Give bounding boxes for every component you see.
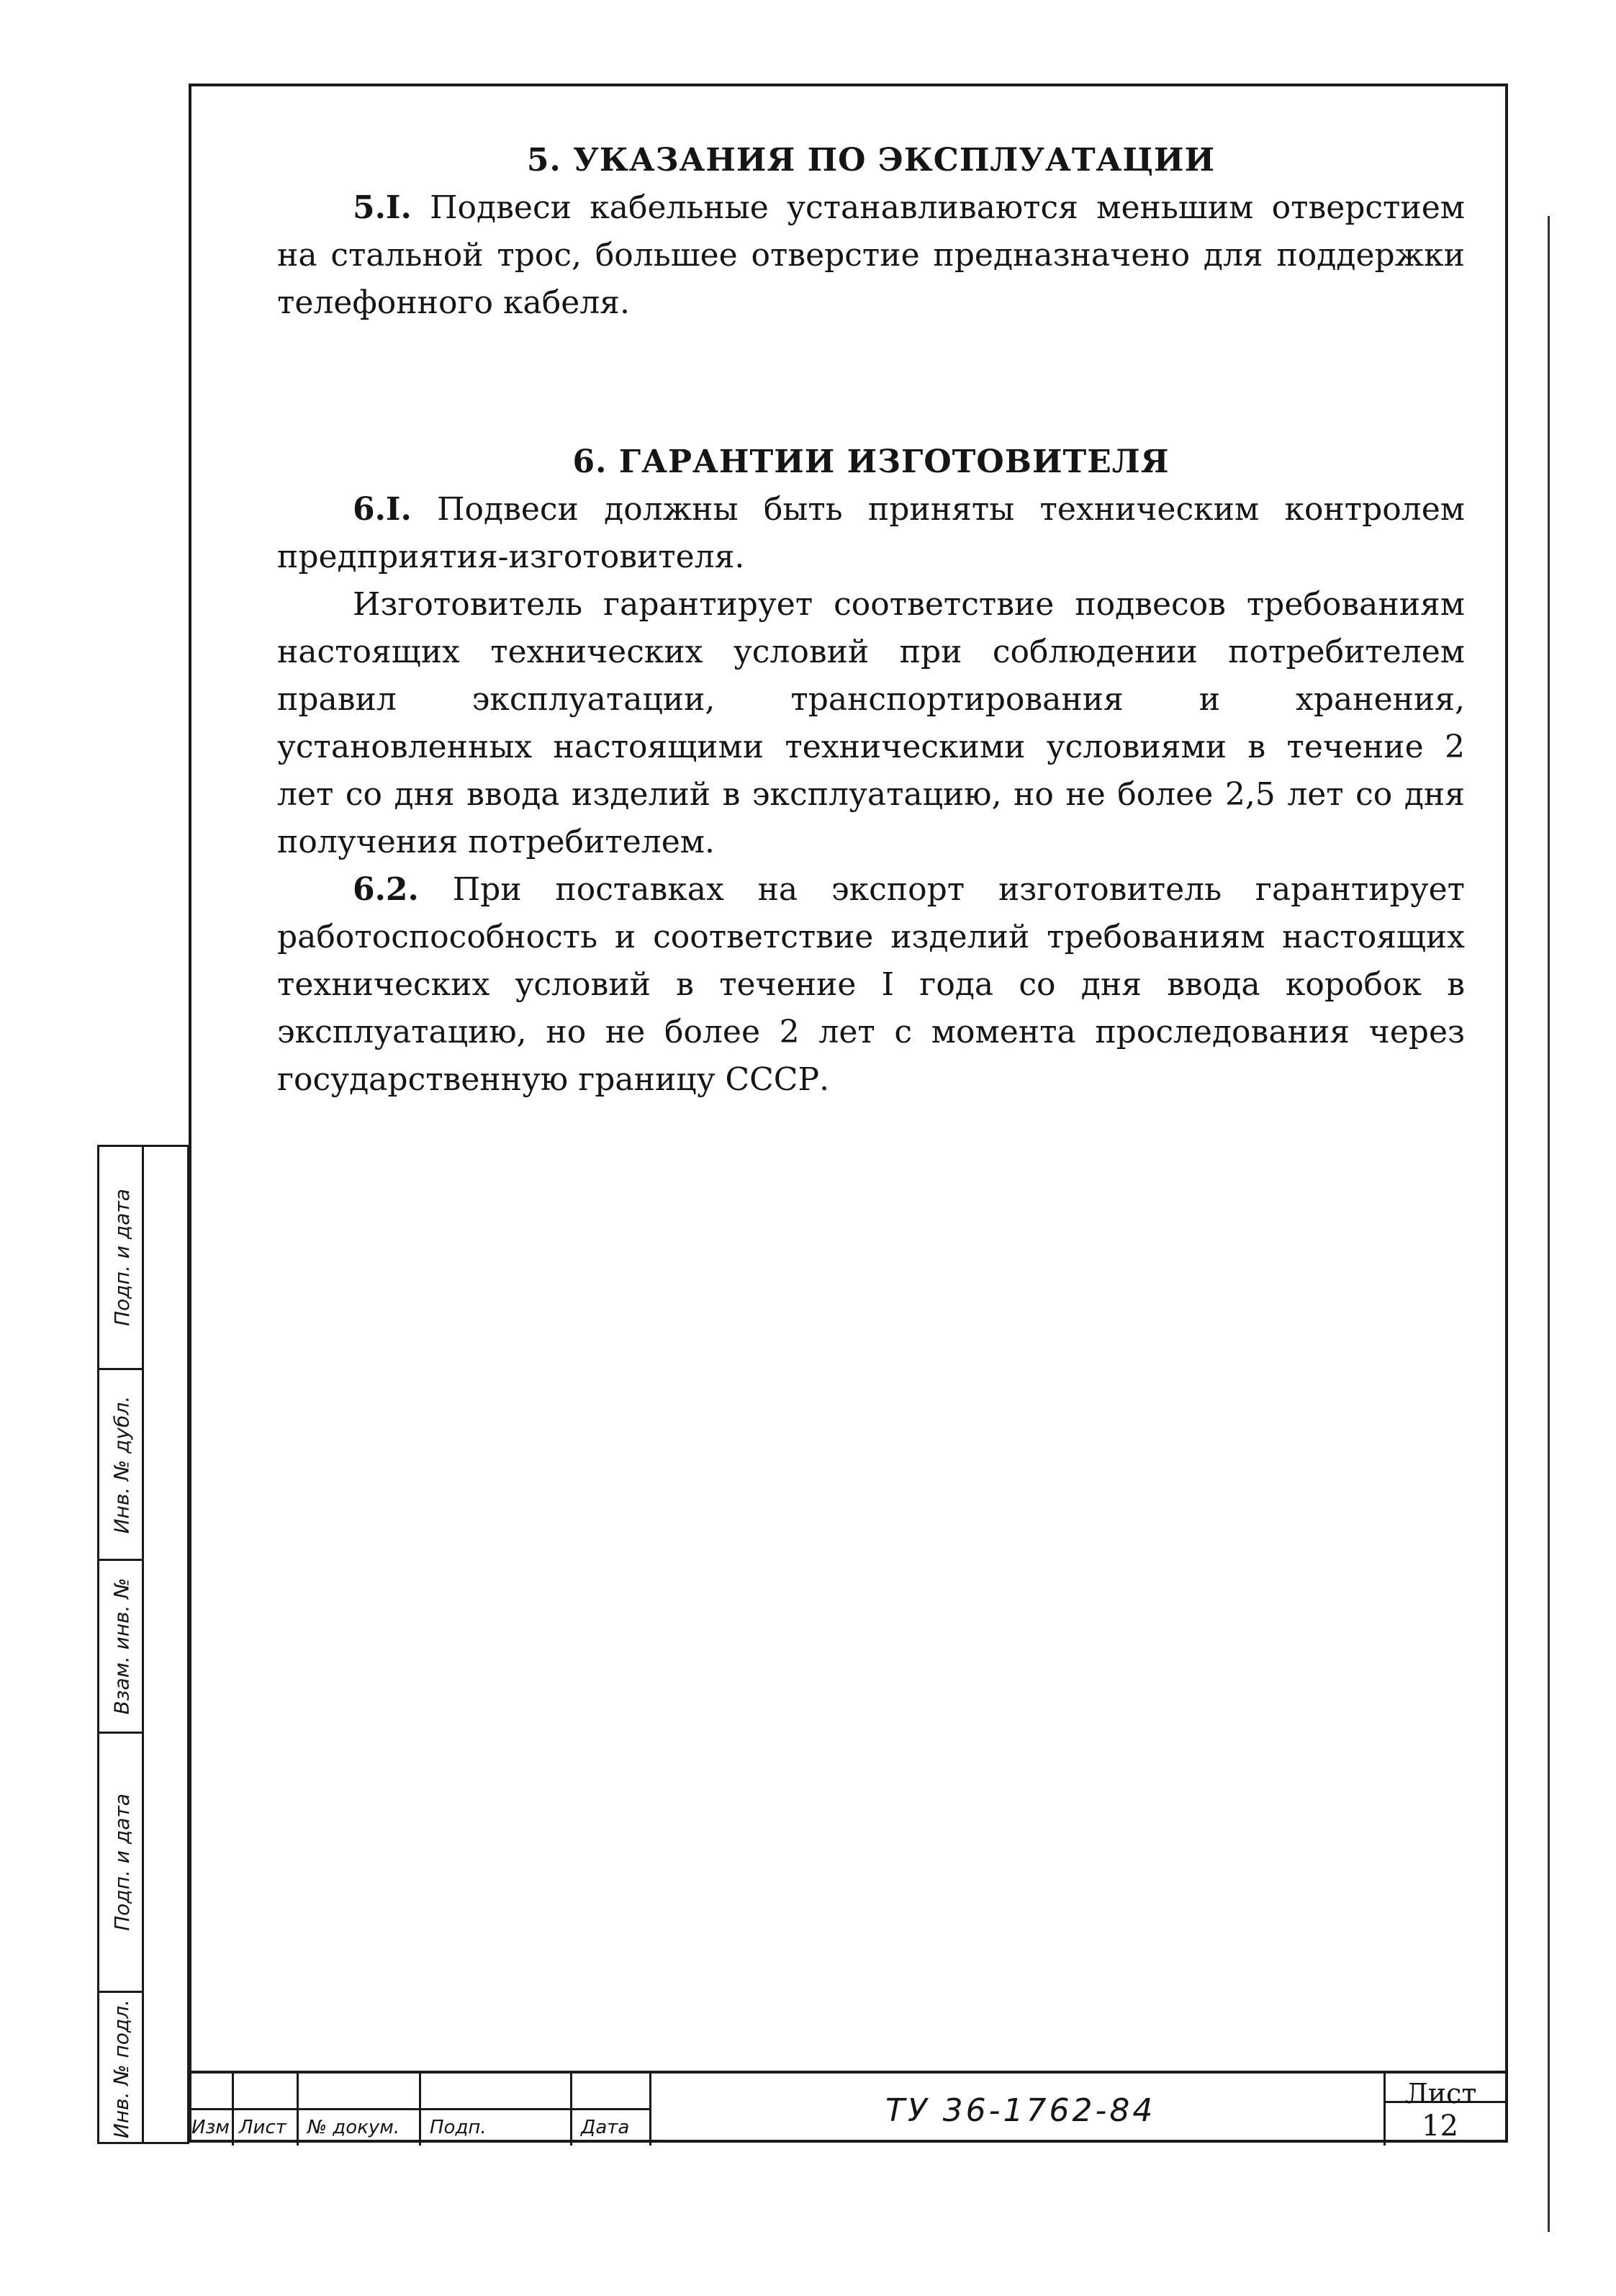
stamp-cell-inv-podl: [99, 1993, 144, 2144]
stamp-label: Взам. инв. №: [109, 1577, 134, 1715]
title-block-col-divider: [232, 2074, 234, 2146]
paragraph-6-1-guarantee: Изготовитель гарантирует соответствие подвесов требованиям настоящих технических условий при соблюдении потребителем правил эксплуатации, транспортирования и хранения, установленных настоящими техническими условиями в течение 2 лет со дня ввода изделий в эксплуатацию, но не более 2,5 лет со дня получения потребителем.: [277, 586, 1465, 860]
paragraph-number: 6.2.: [353, 871, 419, 908]
document-code: ТУ 36-1762-84: [885, 2092, 1156, 2129]
col-list-label: Лист: [239, 2117, 286, 2138]
margin-stamp: [97, 1145, 189, 2144]
stamp-label: Инв. № подл.: [109, 1999, 134, 2138]
stamp-label-column: [99, 1147, 144, 2142]
section-6-heading: 6. ГАРАНТИИ ИЗГОТОВИТЕЛЯ: [572, 444, 1170, 480]
paragraph-5-1: [277, 184, 1465, 327]
title-block-col-divider: [649, 2074, 651, 2146]
stamp-label: Подп. и дата: [109, 1793, 134, 1931]
paragraph-6-1: [277, 486, 1465, 581]
stamp-cell-podp-data: [99, 1147, 144, 1370]
title-block-col-divider: [1383, 2074, 1386, 2146]
title-block-col-divider: [570, 2074, 572, 2146]
section-5-heading: 5. УКАЗАНИЯ ПО ЭКСПЛУАТАЦИИ: [526, 142, 1216, 179]
paragraph-number: 5.I.: [353, 189, 412, 226]
paragraph-text: Подвеси кабельные устанавливаются меньшим отверстием на стальной трос, большее отверстие предназначено для поддержки телефонного кабеля.: [277, 189, 1465, 321]
col-data-label: Дата: [581, 2117, 630, 2138]
stamp-cell-vzam-inv: [99, 1561, 144, 1734]
paragraph-number: 6.I.: [353, 491, 412, 528]
col-izm-label: Изм: [191, 2117, 230, 2138]
title-block-col-divider: [297, 2074, 299, 2146]
title-block: [189, 2071, 1508, 2143]
stamp-cell-inv-dubl: [99, 1370, 144, 1561]
col-podp-label: Подп.: [430, 2117, 487, 2138]
col-doc-label: № докум.: [307, 2117, 400, 2138]
stamp-cell-podp-data-2: [99, 1734, 144, 1993]
sheet-label: Лист: [1405, 2078, 1477, 2110]
sheet-number: 12: [1422, 2110, 1458, 2143]
stamp-label: Инв. № дубл.: [109, 1395, 134, 1534]
document-body: [277, 137, 1465, 1104]
paragraph-text: Подвеси должны быть приняты техническим контролем предприятия-изготовителя.: [277, 491, 1465, 575]
right-margin-rule: [1548, 216, 1550, 2232]
title-block-col-divider: [419, 2074, 421, 2146]
stamp-label: Подп. и дата: [109, 1189, 134, 1326]
paragraph-6-2: [277, 866, 1465, 1104]
paragraph-text: При поставках на экспорт изготовитель гарантирует работоспособность и соответствие изделий требованиям настоящих технических условий в течение I года со дня ввода коробок в эксплуатацию, но не более 2 лет с момента прослeдования через государственную границу СССР.: [277, 871, 1465, 1098]
